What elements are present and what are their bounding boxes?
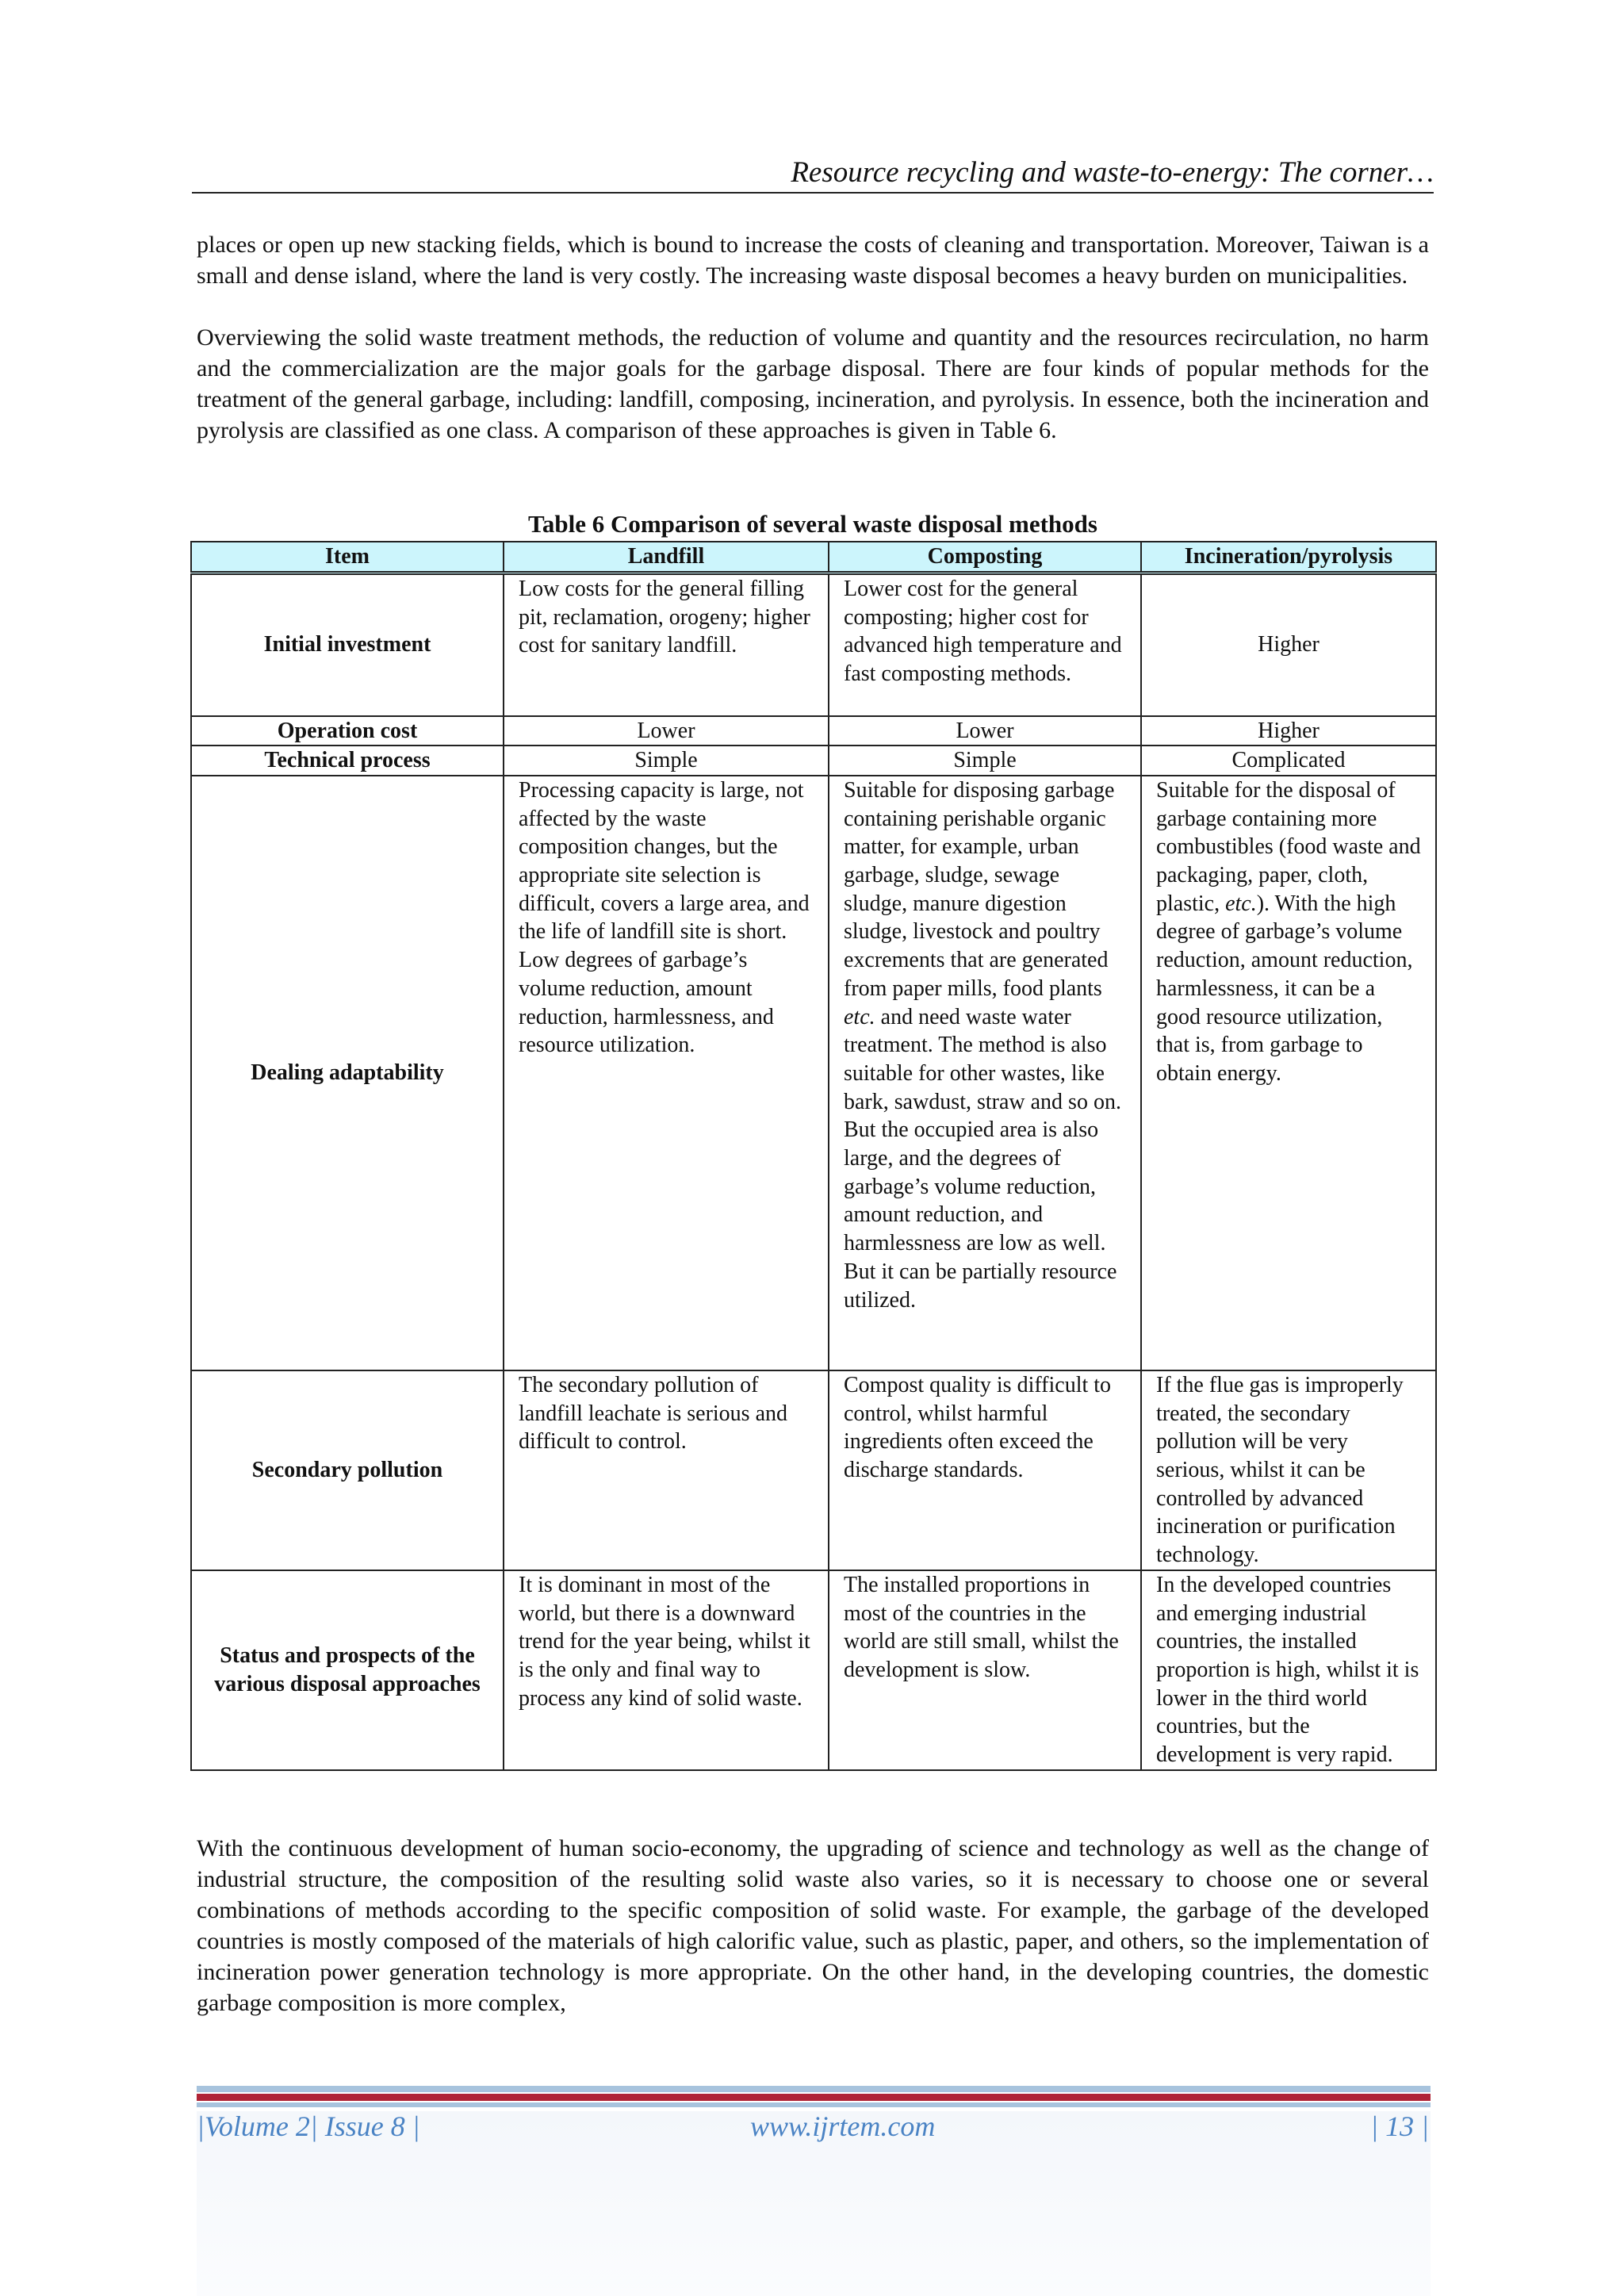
header-rule (192, 192, 1434, 194)
table-row (191, 776, 1436, 1370)
footer-divider-top (197, 2086, 1431, 2092)
cell-incineration (1141, 776, 1436, 1370)
table-row (191, 716, 1436, 746)
row-label: Secondary pollution (191, 1370, 504, 1570)
paragraph-3: With the continuous development of human socio-economy, the upgrading of science and technology as well as the change of industrial structure, the composition of the resulting solid waste also varies, so it is necessary to choose one or several combinations of methods according to the specific composition of solid waste. For example, the garbage of the developed countries is mostly composed of the materials of high calorific value, such as plastic, paper, and others, so the implementation of incineration power generation technology is more appropriate. On the other hand, in the developing countries, the domestic garbage composition is more complex, (197, 1835, 1429, 2016)
cell-composting: The installed proportions in most of the countries in the world are still small, whilst the development is slow. (829, 1570, 1141, 1770)
cell-text: and need waste water treatment. The method is also suitable for other wastes, like bark, sawdust, straw and so on. But the occupied area is also large, and the degrees of garbage’s volume reduction, amount reduction, and harmlessness are low as well. But it can be partially resource utilized. (844, 1004, 1121, 1313)
paragraph-1: places or open up new stacking fields, which is bound to increase the costs of cleaning and transportation. Moreover, Taiwan is a small and dense island, where the land is very costly. The increasing waste disposal becomes a heavy burden on municipalities. (197, 232, 1429, 289)
cell-landfill: Simple (504, 746, 829, 776)
table-caption: Table 6 Comparison of several waste disposal methods (528, 510, 1097, 538)
footer-divider-red (197, 2094, 1431, 2101)
footer-volume-issue: |Volume 2| Issue 8 | (197, 2110, 420, 2142)
cell-text: Suitable for disposing garbage containing perishable organic matter, for example, urban garbage, sludge, sewage sludge, manure digestion sludge, livestock and poultry excrements that are generated from paper mills, food plants (844, 777, 1115, 1001)
header-composting: Composting (829, 542, 1141, 573)
row-label: Initial investment (191, 573, 504, 716)
cell-incineration: If the flue gas is improperly treated, the secondary pollution will be very serious, whilst it can be controlled by advanced incineration or purification technology. (1141, 1370, 1436, 1570)
row-label: Status and prospects of the various disposal approaches (191, 1570, 504, 1770)
etc-text: etc. (1225, 891, 1257, 916)
footer-page-number: | 13 | (1370, 2110, 1429, 2142)
header-item: Item (191, 542, 504, 573)
cell-composting (829, 776, 1141, 1370)
table-row (191, 573, 1436, 716)
header-landfill: Landfill (504, 542, 829, 573)
row-label: Operation cost (191, 716, 504, 746)
cell-incineration: Higher (1141, 716, 1436, 746)
table-row (191, 1370, 1436, 1570)
cell-landfill: Lower (504, 716, 829, 746)
cell-incineration: In the developed countries and emerging industrial countries, the installed proportion is high, whilst it is lower in the third world countries, but the development is very rapid. (1141, 1570, 1436, 1770)
cell-landfill: The secondary pollution of landfill leachate is serious and difficult to control. (504, 1370, 829, 1570)
cell-incineration: Complicated (1141, 746, 1436, 776)
cell-landfill: It is dominant in most of the world, but there is a downward trend for the year being, whilst it is the only and final way to process any kind of solid waste. (504, 1570, 829, 1770)
running-title: Resource recycling and waste-to-energy: The corner… (791, 156, 1434, 189)
cell-landfill: Processing capacity is large, not affected by the waste composition changes, but the appropriate site selection is difficult, covers a large area, and the life of landfill site is short. Low degrees of garbage’s volume reduction, amount reduction, harmlessness, and resource utilization. (504, 776, 829, 1370)
row-label: Technical process (191, 746, 504, 776)
header-incineration: Incineration/pyrolysis (1141, 542, 1436, 573)
row-label: Dealing adaptability (191, 776, 504, 1370)
cell-composting: Lower cost for the general composting; higher cost for advanced high temperature and fast composting methods. (829, 573, 1141, 716)
cell-text: ). With the high degree of garbage’s volume reduction, amount reduction, harmlessness, it can be a good resource utilization, that is, from garbage to obtain energy. (1156, 891, 1413, 1086)
cell-composting: Lower (829, 716, 1141, 746)
table-header-row (191, 542, 1436, 573)
footer-website-link[interactable]: www.ijrtem.com (750, 2110, 936, 2142)
cell-composting: Compost quality is difficult to control, whilst harmful ingredients often exceed the discharge standards. (829, 1370, 1141, 1570)
paragraph-2: Overviewing the solid waste treatment methods, the reduction of volume and quantity and the resources recirculation, no harm and the commercialization are the major goals for the garbage disposal. There are four kinds of popular methods for the treatment of the general garbage, including: landfill, composing, incineration, and pyrolysis. In essence, both the incineration and pyrolysis are classified as one class. A comparison of these approaches is given in Table 6. (197, 324, 1429, 443)
cell-landfill: Low costs for the general filling pit, reclamation, orogeny; higher cost for sanitary landfill. (504, 573, 829, 716)
footer-divider-bottom (197, 2102, 1431, 2107)
cell-incineration: Higher (1141, 573, 1436, 716)
comparison-table (190, 541, 1437, 1771)
table-row (191, 746, 1436, 776)
cell-text: Suitable for the disposal of garbage containing more combustibles (food waste and packaging, paper, cloth, plastic, (1156, 777, 1421, 916)
table-row (191, 1570, 1436, 1770)
cell-composting: Simple (829, 746, 1141, 776)
etc-text: etc. (844, 1004, 875, 1029)
